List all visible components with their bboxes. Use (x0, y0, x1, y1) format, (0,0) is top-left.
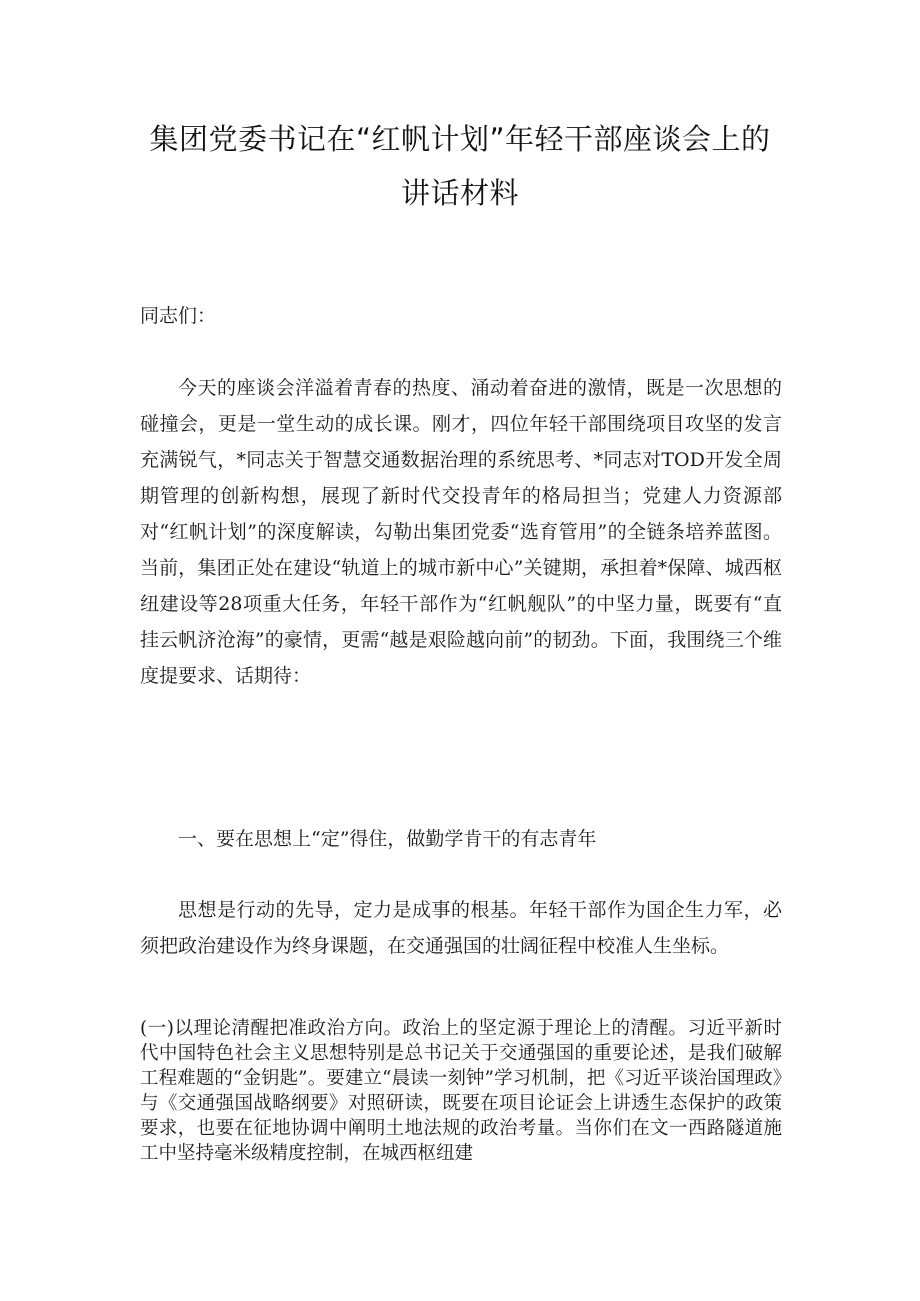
section-heading-1: 一、要在思想上“定”得住，做勤学肯干的有志青年 (178, 828, 597, 850)
intro-paragraph: 今天的座谈会洋溢着青春的热度、涌动着奋进的激情，既是一次思想的碰撞会，更是一堂生动的成长课。刚才，四位年轻干部围绕项目攻坚的发言充满锐气，*同志关于智慧交通数据治理的系统思考、*同志对TOD开发全周期管理的创新构想，展现了新时代交投青年的格局担当；党建人力资源部对“红帆计划”的深度解读，勾勒出集团党委“选育管用”的全链条培养蓝图。当前，集团正处在建设“轨道上的城市新中心”关键期，承担着*保障、城西枢纽建设等28项重大任务，年轻干部作为“红帆舰队”的中坚力量，既要有“直挂云帆济沧海”的豪情，更需“越是艰险越向前”的韧劲。下面，我围绕三个维度提要求、话期待： (140, 377, 782, 687)
section-1-item-1-paragraph: (一)以理论清醒把准政治方向。政治上的坚定源于理论上的清醒。习近平新时代中国特色社会主义思想特别是总书记关于交通强国的重要论述，是我们破解工程难题的“金钥匙”。要建立“晨读一刻钟”学习机制，把《习近平谈治国理政》与《交通强国战略纲要》对照研读，既要在项目论证会上讲透生态保护的政策要求，也要在征地协调中阐明土地法规的政治考量。当你们在文一西路隧道施工中坚持毫米级精度控制，在城西枢纽建 (140, 1018, 782, 1164)
section-1-paragraph: 思想是行动的先导，定力是成事的根基。年轻干部作为国企生力军，必须把政治建设作为终身课题，在交通强国的壮阔征程中校准人生坐标。 (140, 899, 782, 957)
greeting: 同志们： (140, 305, 217, 327)
document-title: 集团党委书记在“红帆计划”年轻干部座谈会上的讲话材料 (149, 122, 771, 210)
